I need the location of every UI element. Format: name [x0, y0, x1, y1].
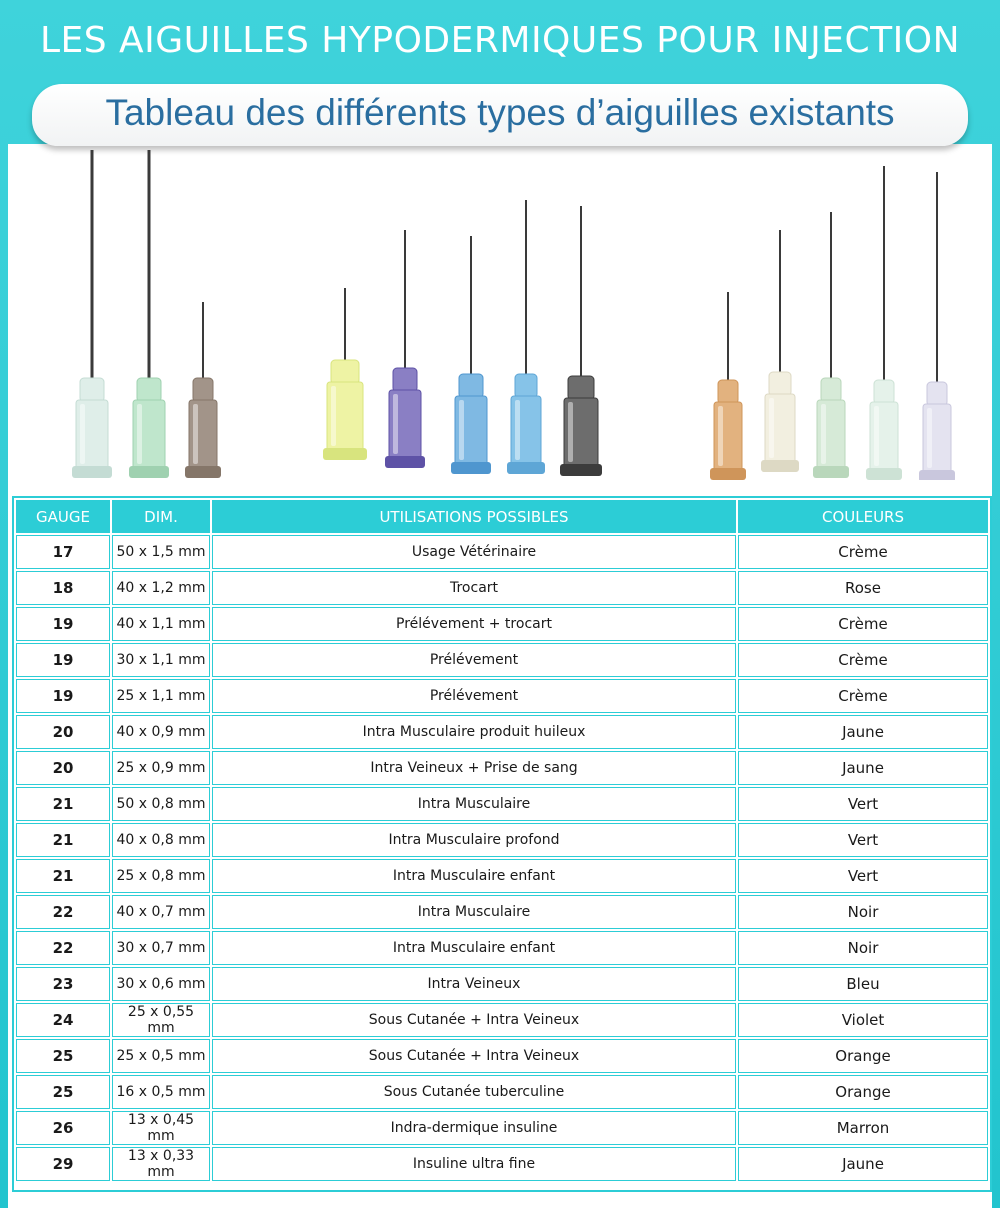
usage-cell: Intra Veineux + Prise de sang	[212, 751, 736, 785]
color-cell: Marron	[738, 1111, 988, 1145]
usage-cell: Sous Cutanée + Intra Veineux	[212, 1003, 736, 1037]
dimension-cell: 13 x 0,45 mm	[112, 1111, 210, 1145]
gauge-cell: 21	[16, 787, 110, 821]
table-row	[16, 967, 988, 1001]
usage-cell: Prélévement	[212, 643, 736, 677]
color-cell: Violet	[738, 1003, 988, 1037]
table-header-row	[16, 500, 988, 533]
gauge-cell: 19	[16, 679, 110, 713]
dimension-cell: 40 x 1,1 mm	[112, 607, 210, 641]
dimension-cell: 13 x 0,33 mm	[112, 1147, 210, 1181]
usage-cell: Indra-dermique insuline	[212, 1111, 736, 1145]
gauge-cell: 26	[16, 1111, 110, 1145]
table-row	[16, 787, 988, 821]
dimension-cell: 16 x 0,5 mm	[112, 1075, 210, 1109]
color-cell: Bleu	[738, 967, 988, 1001]
needle-icon	[710, 292, 746, 480]
table-row	[16, 751, 988, 785]
color-cell: Noir	[738, 895, 988, 929]
gauge-cell: 25	[16, 1039, 110, 1073]
needle-icon	[919, 172, 955, 480]
header-dim: DIM.	[112, 500, 210, 533]
needle-icon	[507, 200, 545, 474]
usage-cell: Intra Musculaire enfant	[212, 859, 736, 893]
gauge-cell: 21	[16, 823, 110, 857]
dimension-cell: 25 x 0,5 mm	[112, 1039, 210, 1073]
table-row	[16, 679, 988, 713]
dimension-cell: 30 x 0,7 mm	[112, 931, 210, 965]
color-cell: Crème	[738, 535, 988, 569]
usage-cell: Intra Musculaire	[212, 787, 736, 821]
usage-cell: Usage Vétérinaire	[212, 535, 736, 569]
needle-icon	[761, 230, 799, 472]
usage-cell: Insuline ultra fine	[212, 1147, 736, 1181]
dimension-cell: 25 x 0,55 mm	[112, 1003, 210, 1037]
gauge-cell: 25	[16, 1075, 110, 1109]
dimension-cell: 25 x 1,1 mm	[112, 679, 210, 713]
usage-cell: Intra Musculaire profond	[212, 823, 736, 857]
needle-icon	[72, 150, 112, 478]
color-cell: Jaune	[738, 751, 988, 785]
color-cell: Vert	[738, 859, 988, 893]
needle-icon	[185, 302, 221, 478]
color-cell: Crème	[738, 643, 988, 677]
usage-cell: Intra Musculaire enfant	[212, 931, 736, 965]
gauge-cell: 20	[16, 751, 110, 785]
color-cell: Orange	[738, 1075, 988, 1109]
needle-icon	[385, 230, 425, 468]
dimension-cell: 40 x 0,7 mm	[112, 895, 210, 929]
usage-cell: Trocart	[212, 571, 736, 605]
usage-cell: Sous Cutanée tuberculine	[212, 1075, 736, 1109]
needle-icon	[560, 206, 602, 476]
needle-icon	[451, 236, 491, 474]
usage-cell: Prélévement + trocart	[212, 607, 736, 641]
dimension-cell: 25 x 0,8 mm	[112, 859, 210, 893]
needles-illustration	[30, 150, 980, 480]
color-cell: Jaune	[738, 715, 988, 749]
dimension-cell: 30 x 0,6 mm	[112, 967, 210, 1001]
gauge-cell: 24	[16, 1003, 110, 1037]
needle-icon	[866, 166, 902, 480]
color-cell: Vert	[738, 823, 988, 857]
gauge-cell: 29	[16, 1147, 110, 1181]
usage-cell: Prélévement	[212, 679, 736, 713]
header-uses: UTILISATIONS POSSIBLES	[212, 500, 736, 533]
color-cell: Rose	[738, 571, 988, 605]
header-gauge: GAUGE	[16, 500, 110, 533]
usage-cell: Intra Musculaire produit huileux	[212, 715, 736, 749]
gauge-cell: 18	[16, 571, 110, 605]
needle-icon	[813, 212, 849, 478]
table-row	[16, 643, 988, 677]
table-row	[16, 823, 988, 857]
header-colors: COULEURS	[738, 500, 988, 533]
color-cell: Noir	[738, 931, 988, 965]
table-row	[16, 1075, 988, 1109]
color-cell: Jaune	[738, 1147, 988, 1181]
gauge-cell: 21	[16, 859, 110, 893]
dimension-cell: 40 x 0,8 mm	[112, 823, 210, 857]
table-row	[16, 931, 988, 965]
gauge-cell: 22	[16, 931, 110, 965]
gauge-cell: 17	[16, 535, 110, 569]
gauge-cell: 20	[16, 715, 110, 749]
table-row	[16, 859, 988, 893]
table-row	[16, 1003, 988, 1037]
table-row	[16, 571, 988, 605]
main-title: LES AIGUILLES HYPODERMIQUES POUR INJECTION	[39, 20, 961, 61]
usage-cell: Intra Musculaire	[212, 895, 736, 929]
table-row	[16, 535, 988, 569]
dimension-cell: 50 x 1,5 mm	[112, 535, 210, 569]
needle-icon	[129, 150, 169, 478]
gauge-cell: 23	[16, 967, 110, 1001]
color-cell: Crème	[738, 607, 988, 641]
needle-table	[12, 496, 992, 1192]
table-row	[16, 1039, 988, 1073]
color-cell: Vert	[738, 787, 988, 821]
table-row	[16, 895, 988, 929]
gauge-cell: 19	[16, 643, 110, 677]
table-row	[16, 607, 988, 641]
table-row	[16, 1111, 988, 1145]
usage-cell: Sous Cutanée + Intra Veineux	[212, 1039, 736, 1073]
gauge-cell: 22	[16, 895, 110, 929]
subtitle: Tableau des différents types d’aiguilles existants	[105, 92, 895, 133]
table-row	[16, 1147, 988, 1181]
dimension-cell: 40 x 1,2 mm	[112, 571, 210, 605]
dimension-cell: 40 x 0,9 mm	[112, 715, 210, 749]
dimension-cell: 30 x 1,1 mm	[112, 643, 210, 677]
dimension-cell: 25 x 0,9 mm	[112, 751, 210, 785]
usage-cell: Intra Veineux	[212, 967, 736, 1001]
color-cell: Orange	[738, 1039, 988, 1073]
needle-icon	[323, 288, 367, 460]
table-row	[16, 715, 988, 749]
gauge-cell: 19	[16, 607, 110, 641]
color-cell: Crème	[738, 679, 988, 713]
dimension-cell: 50 x 0,8 mm	[112, 787, 210, 821]
